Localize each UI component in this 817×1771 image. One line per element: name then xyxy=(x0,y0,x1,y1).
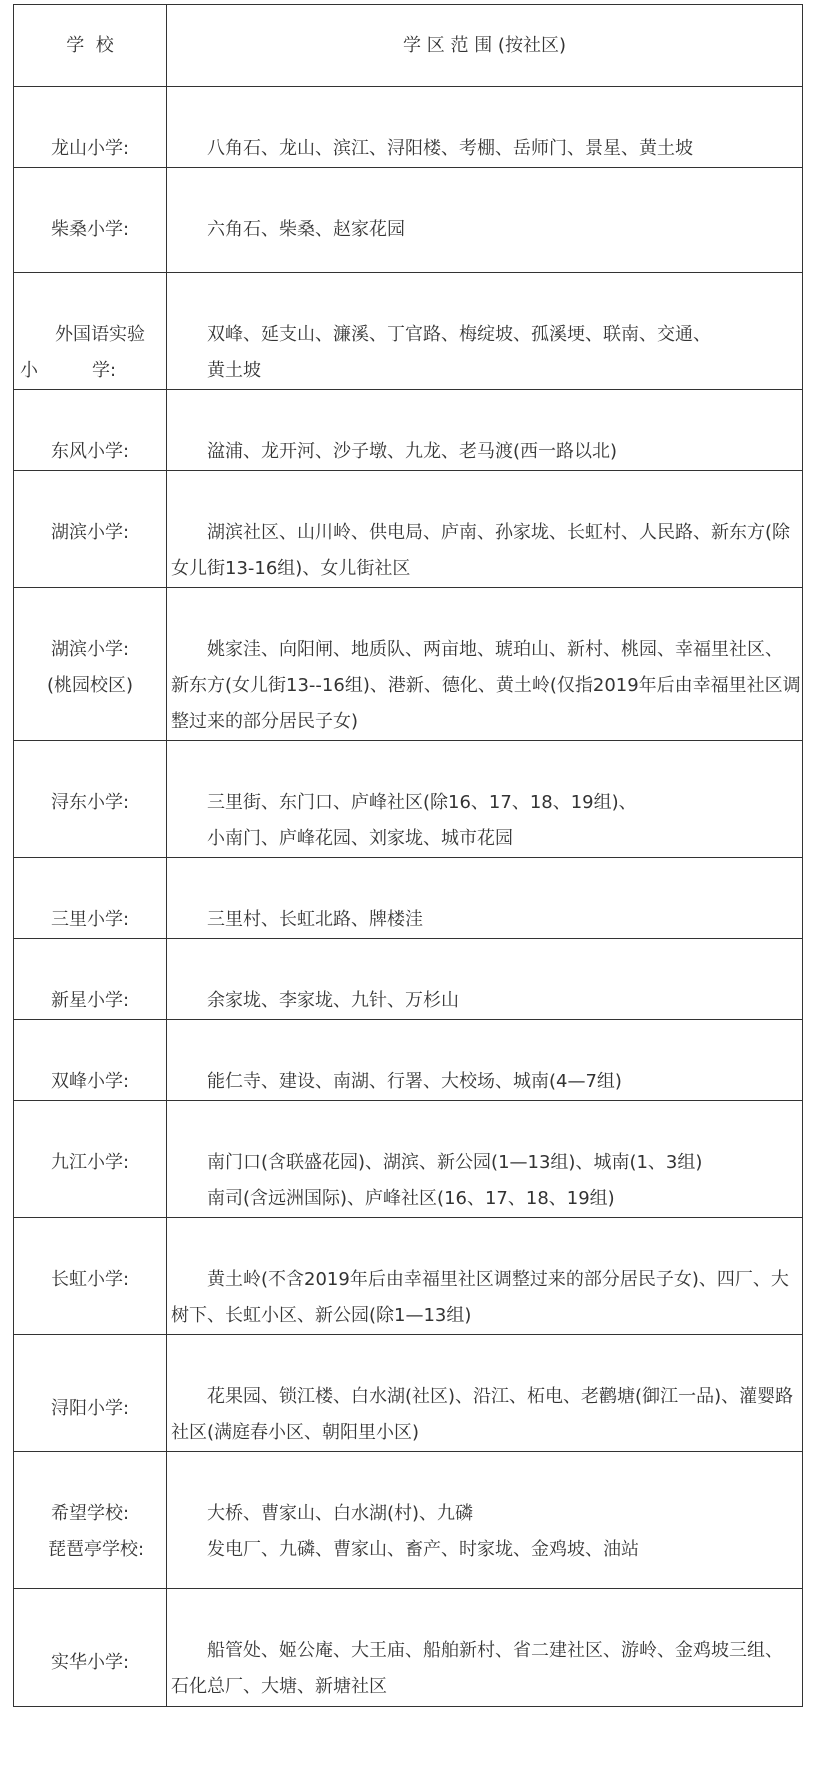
school-name: 湖滨小学: xyxy=(50,522,130,543)
range-text: 湖滨社区、山川岭、供电局、庐南、孙家垅、长虹村、人民路、新东方(除 xyxy=(207,522,791,543)
school-name: 新星小学: xyxy=(50,990,130,1011)
range-text: 船管处、姬公庵、大王庙、船舶新村、省二建社区、游岭、金鸡坡三组、 xyxy=(207,1640,783,1661)
school-cell xyxy=(14,1452,167,1589)
school-name-continued xyxy=(14,353,166,389)
table-row xyxy=(14,741,803,858)
school-name: 浔阳小学: xyxy=(50,1398,130,1419)
table-row xyxy=(14,1101,803,1218)
range-text: 女儿街13-16组)、女儿街社区 xyxy=(171,558,411,579)
table-header-row xyxy=(14,5,803,87)
school-cell xyxy=(14,588,167,741)
school-name-part: 小 xyxy=(20,360,38,381)
header-school: 学 校 xyxy=(14,5,167,87)
table-row xyxy=(14,939,803,1020)
range-text: 花果园、锁江楼、白水湖(社区)、沿江、柘电、老鹳塘(御江一品)、灌婴路 xyxy=(207,1386,794,1407)
table-row xyxy=(14,168,803,273)
range-text: 双峰、延支山、濂溪、丁官路、梅绽坡、孤溪埂、联南、交通、 xyxy=(207,324,711,345)
range-text: 六角石、柴桑、赵家花园 xyxy=(207,219,405,240)
school-cell xyxy=(14,1218,167,1335)
table-row xyxy=(14,390,803,471)
table-row xyxy=(14,273,803,390)
school-cell xyxy=(14,939,167,1020)
table-row xyxy=(14,1589,803,1707)
range-text: 黄土岭(不含2019年后由幸福里社区调整过来的部分居民子女)、四厂、大 xyxy=(207,1269,789,1290)
range-text: 南门口(含联盛花园)、湖滨、新公园(1—13组)、城南(1、3组) xyxy=(207,1152,703,1173)
school-cell xyxy=(14,390,167,471)
table-row xyxy=(14,87,803,168)
range-text: 石化总厂、大塘、新塘社区 xyxy=(171,1676,387,1697)
range-text: 小南门、庐峰花园、刘家垅、城市花园 xyxy=(207,828,513,849)
school-cell xyxy=(14,858,167,939)
range-text: 三里村、长虹北路、牌楼洼 xyxy=(207,909,423,930)
school-name: 实华小学: xyxy=(50,1652,130,1673)
school-name: 外国语实验 xyxy=(55,324,145,345)
school-cell xyxy=(14,168,167,273)
school-name: 柴桑小学: xyxy=(50,219,130,240)
school-cell xyxy=(14,87,167,168)
school-name: 三里小学: xyxy=(50,909,130,930)
range-text: 姚家洼、向阳闸、地质队、两亩地、琥珀山、新村、桃园、幸福里社区、 xyxy=(207,639,783,660)
school-cell xyxy=(14,1020,167,1101)
range-text: 湓浦、龙开河、沙子墩、九龙、老马渡(西一路以北) xyxy=(207,441,618,462)
range-cell xyxy=(167,1101,803,1218)
range-text: 黄土坡 xyxy=(207,360,261,381)
school-name: 琵琶亭学校: xyxy=(47,1539,145,1560)
range-cell xyxy=(167,390,803,471)
school-name: 九江小学: xyxy=(50,1152,130,1173)
range-text: 八角石、龙山、滨江、浔阳楼、考棚、岳师门、景星、黄土坡 xyxy=(207,138,693,159)
range-cell xyxy=(167,1020,803,1101)
range-cell xyxy=(167,87,803,168)
range-text: 能仁寺、建设、南湖、行署、大校场、城南(4—7组) xyxy=(207,1071,622,1092)
range-cell xyxy=(167,471,803,588)
table-row xyxy=(14,1452,803,1589)
table-row xyxy=(14,471,803,588)
school-name: 浔东小学: xyxy=(50,792,130,813)
range-cell xyxy=(167,1589,803,1707)
table-row xyxy=(14,1335,803,1452)
range-cell xyxy=(167,1335,803,1452)
school-name: 东风小学: xyxy=(50,441,130,462)
school-cell xyxy=(14,471,167,588)
table-row xyxy=(14,1020,803,1101)
header-range: 学 区 范 围 (按社区) xyxy=(167,5,803,87)
school-name-part: 学: xyxy=(92,360,117,381)
school-cell xyxy=(14,1589,167,1707)
school-name: 双峰小学: xyxy=(50,1071,130,1092)
school-name: 长虹小学: xyxy=(50,1269,130,1290)
range-cell xyxy=(167,588,803,741)
range-cell xyxy=(167,168,803,273)
range-text: 大桥、曹家山、白水湖(村)、九磷 xyxy=(207,1503,474,1524)
table-row xyxy=(14,858,803,939)
range-cell xyxy=(167,939,803,1020)
range-cell xyxy=(167,741,803,858)
range-cell xyxy=(167,1218,803,1335)
range-text: 南司(含远洲国际)、庐峰社区(16、17、18、19组) xyxy=(207,1188,615,1209)
range-text: 余家垅、李家垅、九针、万杉山 xyxy=(207,990,459,1011)
school-campus: (桃园校区) xyxy=(46,675,134,696)
table-row xyxy=(14,1218,803,1335)
school-cell xyxy=(14,273,167,390)
table-row xyxy=(14,588,803,741)
range-text: 三里街、东门口、庐峰社区(除16、17、18、19组)、 xyxy=(207,792,637,813)
school-cell xyxy=(14,1101,167,1218)
range-text: 新东方(女儿街13--16组)、港新、德化、黄土岭(仅指2019年后由幸福里社区调 xyxy=(171,675,801,696)
school-cell xyxy=(14,741,167,858)
school-district-table xyxy=(13,4,803,1707)
range-cell xyxy=(167,858,803,939)
school-name: 龙山小学: xyxy=(50,138,130,159)
range-text: 树下、长虹小区、新公园(除1—13组) xyxy=(171,1305,472,1326)
range-cell xyxy=(167,273,803,390)
school-cell xyxy=(14,1335,167,1452)
school-name: 湖滨小学: xyxy=(50,639,130,660)
range-text: 发电厂、九磷、曹家山、畜产、时家垅、金鸡坡、油站 xyxy=(207,1539,639,1560)
school-name: 希望学校: xyxy=(50,1503,130,1524)
range-cell xyxy=(167,1452,803,1589)
range-text: 社区(满庭春小区、朝阳里小区) xyxy=(171,1422,420,1443)
range-text: 整过来的部分居民子女) xyxy=(171,711,359,732)
